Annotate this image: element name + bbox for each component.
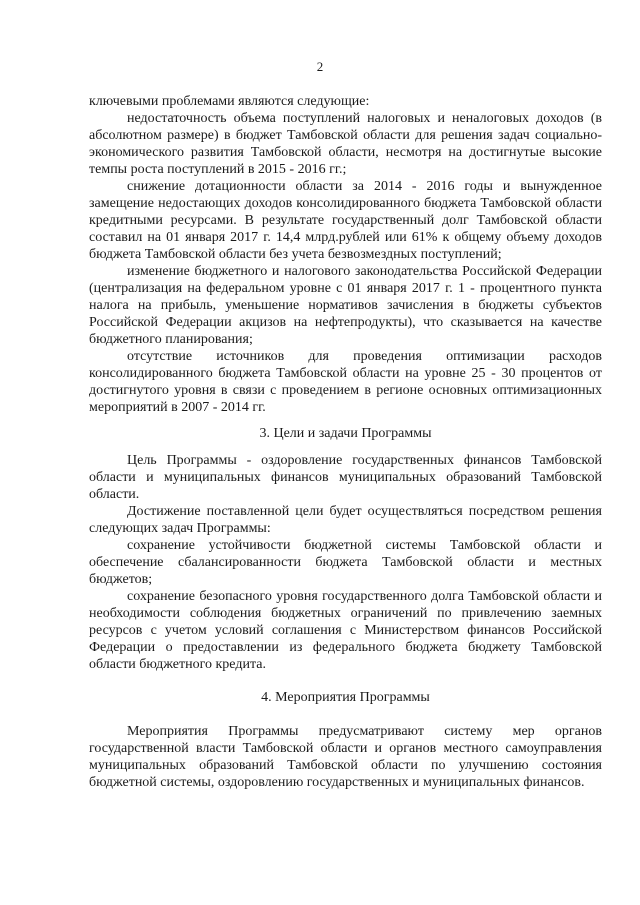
problem-item-1: недостаточность объема поступлений налоговых и неналоговых доходов (в абсолютном размере) в бюджет Тамбовской области для решения задач социально-экономического развития Тамбовской области, несмотря на достигнутые высокие темпы роста поступлений в 2015 - 2016 гг.; <box>89 111 602 177</box>
task-item-2: сохранение безопасного уровня государственного долга Тамбовской области и необходимости соблюдения бюджетных ограничений по привлечению заемных ресурсов с учетом условий соглашения с Министерством финансов Российской Федерации о предоставлении из федерального бюджета бюджету Тамбовской области бюджетного кредита. <box>89 589 602 672</box>
task-item-1: сохранение устойчивости бюджетной системы Тамбовской области и обеспечение сбалансированности бюджета Тамбовской области и местных бюджетов; <box>89 538 602 587</box>
problem-item-2: снижение дотационности области за 2014 - 2016 годы и вынужденное замещение недостающих доходов консолидированного бюджета Тамбовской области кредитными ресурсами. В результате государственный долг Тамбовской области составил на 01 января 2017 г. 14,4 млрд.рублей или 61% к общему объему доходов бюджета Тамбовской области без учета безвозмездных поступлений; <box>89 179 602 262</box>
program-measures: Мероприятия Программы предусматривают систему мер органов государственной власти Тамбовской области и органов местного самоуправления муниципальных образований Тамбовской области по улучшению состояния бюджетной системы, оздоровлению государственных и муниципальных финансов. <box>89 724 602 790</box>
page-number: 2 <box>316 59 324 74</box>
goal-achievement: Достижение поставленной цели будет осуществляться посредством решения следующих задач Программы: <box>89 504 602 536</box>
problems-intro: ключевыми проблемами являются следующие: <box>89 94 370 109</box>
program-goal: Цель Программы - оздоровление государственных финансов Тамбовской области и муниципальных финансов муниципальных образований Тамбовской области. <box>89 453 602 502</box>
section-4-heading: 4. Мероприятия Программы <box>261 690 430 705</box>
problem-item-4: отсутствие источников для проведения оптимизации расходов консолидированного бюджета Тамбовской области на уровне 25 - 30 процентов от достигнутого уровня в связи с проведением в регионе основных оптимизационных мероприятий в 2007 - 2014 гг. <box>89 349 602 415</box>
document-body <box>89 93 602 791</box>
problem-item-3: изменение бюджетного и налогового законодательства Российской Федерации (централизация на федеральном уровне с 01 января 2017 г. 1 - процентного пункта налога на прибыль, уменьшение нормативов зачисления в бюджеты субъектов Российской Федерации акцизов на нефтепродукты), что сказывается на качестве бюджетного планирования; <box>89 264 602 347</box>
section-3-heading: 3. Цели и задачи Программы <box>259 426 432 441</box>
